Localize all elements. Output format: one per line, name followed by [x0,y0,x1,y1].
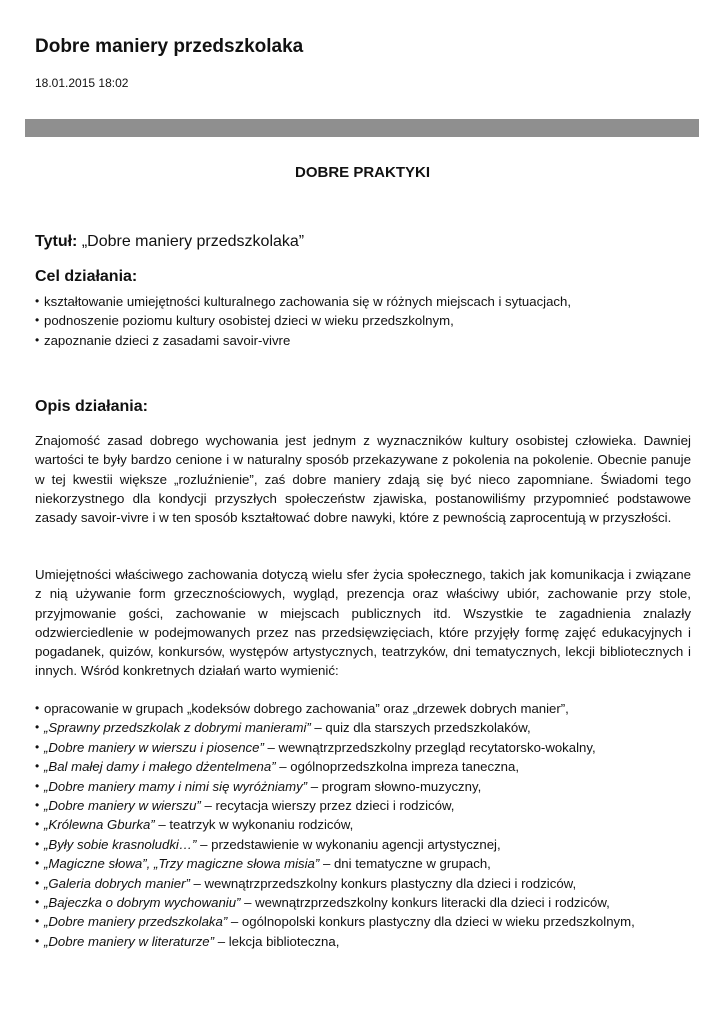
activity-item [35,796,694,815]
activity-item [35,854,694,873]
activity-title: „Bajeczka o dobrym wychowaniu” [44,895,241,911]
activity-title: „Magiczne słowa”, „Trzy magiczne słowa misia” [44,856,320,872]
activity-description: – wewnątrzprzedszkolny konkurs literacki dla dzieci i rodziców, [240,895,610,911]
activity-description: opracowanie w grupach „kodeksów dobrego zachowania” oraz „drzewek dobrych manier”, [44,701,569,716]
activity-description: – quiz dla starszych przedszkolaków, [310,720,531,736]
activity-item [35,932,694,951]
activity-title: „Dobre maniery w wierszu” [44,798,201,814]
activity-item [35,835,694,854]
page-title: Dobre maniery przedszkolaka [35,36,304,57]
activity-description: – dni tematyczne w grupach, [319,856,491,872]
goal-item: • kształtowanie umiejętności kulturalnego zachowania się w różnych miejscach i sytuacjach, [35,292,694,311]
activity-title: „Były sobie krasnoludki…” [44,836,197,852]
activity-description: – recytacja wierszy przez dzieci i rodziców, [200,798,455,814]
description-heading: Opis działania: [35,398,148,415]
activity-title: „Dobre maniery w wierszu i piosence” [44,739,264,755]
activity-title: „Galeria dobrych manier” [44,875,190,891]
activity-item [35,893,694,912]
activity-item [35,738,694,757]
activity-description: – wewnątrzprzedszkolny przegląd recytatorsko-wokalny, [263,739,596,755]
section-heading: DOBRE PRAKTYKI [294,164,430,181]
activity-title: „Dobre maniery w literaturze” [44,933,215,949]
separator-bar [25,119,699,137]
goal-item: • zapoznanie dzieci z zasadami savoir-vivre [35,331,694,350]
title-value: „Dobre maniery przedszkolaka” [81,233,305,250]
activity-item [35,757,694,776]
activity-item [35,699,694,718]
activity-description: – lekcja biblioteczna, [214,933,340,949]
activity-title: „Sprawny przedszkolak z dobrymi manierami” [44,720,311,736]
activity-description: – wewnątrzprzedszkolny konkurs plastyczny dla dzieci i rodziców, [189,875,577,891]
title-line [35,233,304,251]
activity-description: – ogólnopolski konkurs plastyczny dla dzieci w wieku przedszkolnym, [227,914,635,930]
activity-title: „Dobre maniery mamy i nimi się wyróżniamy” [44,778,308,794]
activity-description: – ogólnoprzedszkolna impreza taneczna, [275,759,520,775]
publish-date: 18.01.2015 18:02 [35,76,129,90]
activity-list [35,699,694,951]
activity-item [35,874,694,893]
goal-heading: Cel działania: [35,268,138,285]
activity-title: „Bal małej damy i małego dżentelmena” [44,759,276,775]
description-paragraph-2: Umiejętności właściwego zachowania dotyczą wielu sfer życia społecznego, takich jak komunikacja i związane z nią używanie form grzecznościowych, wygląd, prezencja oraz właściwy ubiór, zachowanie przy stole, przyjmowanie gości, zachowanie w miejscach publicznych itd. Wszystkie te zagadnienia znalazły odzwierciedlenie w podejmowanych przez nas przedsięwzięciach, które przyjęły formę zajęć edukacyjnych i pogadanek, quizów, konkursów, występów artystycznych, teatrzyków, dni tematycznych, lekcji bibliotecznych i innych. Wśród konkretnych działań warto wymienić: [35,567,691,679]
activity-item [35,777,694,796]
activity-item [35,815,694,834]
activity-description: – program słowno-muzyczny, [307,778,482,794]
title-label: Tytuł: [35,233,78,250]
activity-title: „Królewna Gburka” [44,817,155,833]
goal-list [35,292,694,350]
goal-item: • podnoszenie poziomu kultury osobistej dzieci w wieku przedszkolnym, [35,311,694,330]
activity-item [35,718,694,737]
activity-title: „Dobre maniery przedszkolaka” [44,914,228,930]
activity-description: – przedstawienie w wykonaniu agencji artystycznej, [196,836,501,852]
description-paragraph-1: Znajomość zasad dobrego wychowania jest jednym z wyznaczników kultury osobistej człowieka. Dawniej wartości te były bardzo cenione i w naturalny sposób przekazywane z pokolenia na pokolenie. Obecnie panuje w tej kwestii większe „rozluźnienie”, zaś dobre maniery zdają się być nieco zapomniane. Świadomi tego niekorzystnego dla kondycji przyszłych społeczeństw zjawiska, postanowiliśmy przypomnieć podstawowe zasady savoir-vivre i w ten sposób kształtować dobre nawyki, które z pewnością zaprocentują w przyszłości. [35,433,691,526]
activity-description: – teatrzyk w wykonaniu rodziców, [154,817,354,833]
activity-item [35,912,694,931]
